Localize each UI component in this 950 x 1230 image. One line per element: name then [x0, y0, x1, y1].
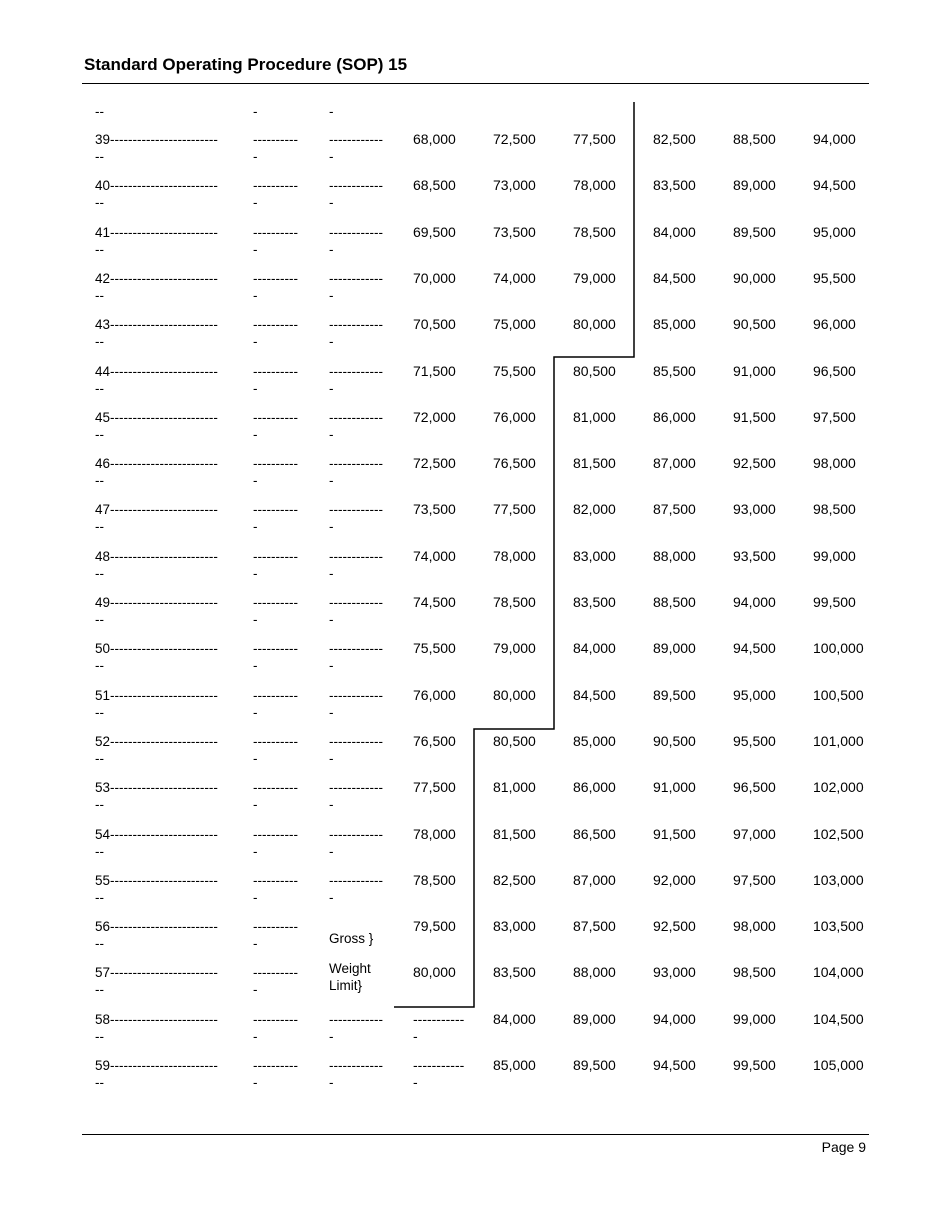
weight-value: 68,500	[413, 177, 456, 193]
weight-value: 96,500	[813, 363, 856, 379]
row-col2: ---------- -	[253, 780, 298, 812]
weight-value: 72,500	[413, 455, 456, 471]
weight-value: 81,000	[493, 779, 536, 795]
row-col2: ---------- -	[253, 271, 298, 303]
row-col2: ---------- -	[253, 873, 298, 905]
row-label: 54------------------------ --	[95, 827, 218, 859]
weight-value: 71,500	[413, 363, 456, 379]
weight-value: 86,000	[573, 779, 616, 795]
weight-value: 99,000	[733, 1011, 776, 1027]
weight-value: 99,500	[813, 594, 856, 610]
weight-value: 80,500	[493, 733, 536, 749]
weight-value: 103,500	[813, 918, 864, 934]
weight-value: 70,500	[413, 316, 456, 332]
weight-value: 96,000	[813, 316, 856, 332]
weight-value: 75,500	[493, 363, 536, 379]
weight-value: 105,000	[813, 1057, 864, 1073]
row-col3: ------------ -	[329, 502, 383, 534]
row-col3: ------------ -	[329, 364, 383, 396]
row-col3: ------------ -	[329, 549, 383, 581]
row-col2: ---------- -	[253, 317, 298, 349]
weight-value: 82,500	[653, 131, 696, 147]
row-label: 41------------------------ --	[95, 225, 218, 257]
weight-value: 95,500	[733, 733, 776, 749]
weight-value: 78,500	[493, 594, 536, 610]
weight-value: 73,000	[493, 177, 536, 193]
row-col2: ---------- -	[253, 502, 298, 534]
weight-value: 84,500	[653, 270, 696, 286]
row-col2: ---------- -	[253, 364, 298, 396]
row-col3: ------------ -	[329, 873, 383, 905]
weight-value: 89,500	[733, 224, 776, 240]
row-label: 47------------------------ --	[95, 502, 218, 534]
row-col3: ------------ -	[329, 827, 383, 859]
weight-value: 95,500	[813, 270, 856, 286]
weight-value: 86,000	[653, 409, 696, 425]
page-title: Standard Operating Procedure (SOP) 15	[84, 55, 408, 74]
continuation-col2: -	[253, 104, 258, 119]
weight-value: 69,500	[413, 224, 456, 240]
weight-value: 88,500	[733, 131, 776, 147]
row-col3: ------------ -	[329, 1012, 383, 1044]
row-label: 52------------------------ --	[95, 734, 218, 766]
weight-value: 94,000	[653, 1011, 696, 1027]
weight-value: 98,000	[733, 918, 776, 934]
row-col3: ------------ -	[329, 178, 383, 210]
row-col2: ---------- -	[253, 595, 298, 627]
weight-value: 91,500	[733, 409, 776, 425]
weight-value: 97,500	[733, 872, 776, 888]
weight-value: 89,000	[733, 177, 776, 193]
row-col2: ---------- -	[253, 178, 298, 210]
weight-value: 80,500	[573, 363, 616, 379]
page-number: Page 9	[821, 1139, 866, 1155]
weight-value: 77,500	[413, 779, 456, 795]
row-col3: ------------ -	[329, 410, 383, 442]
weight-value: 72,000	[413, 409, 456, 425]
weight-value: 83,500	[493, 964, 536, 980]
weight-value: 101,000	[813, 733, 864, 749]
row-col3: ------------ -	[329, 734, 383, 766]
weight-value: 87,500	[573, 918, 616, 934]
row-label: 48------------------------ --	[95, 549, 218, 581]
row-col2: ---------- -	[253, 827, 298, 859]
row-label: 55------------------------ --	[95, 873, 218, 905]
weight-limit-label: Weight Limit}	[329, 961, 371, 993]
weight-value: 94,000	[813, 131, 856, 147]
weight-value: 74,000	[493, 270, 536, 286]
weight-value: 93,000	[653, 964, 696, 980]
continuation-col3: -	[329, 104, 334, 119]
weight-value: 68,000	[413, 131, 456, 147]
weight-value: 81,500	[493, 826, 536, 842]
row-label: 51------------------------ --	[95, 688, 218, 720]
gross-label: Gross }	[329, 931, 374, 946]
row-label: 39------------------------ --	[95, 132, 218, 164]
weight-value: 88,000	[653, 548, 696, 564]
weight-value: 83,000	[493, 918, 536, 934]
row-col2: ---------- -	[253, 688, 298, 720]
weight-value: 94,000	[733, 594, 776, 610]
weight-value: 88,500	[653, 594, 696, 610]
weight-value: 78,500	[573, 224, 616, 240]
weight-value: 82,000	[573, 501, 616, 517]
weight-value: 104,500	[813, 1011, 864, 1027]
row-col2: ---------- -	[253, 225, 298, 257]
weight-value: 92,000	[653, 872, 696, 888]
weight-value: 89,500	[653, 687, 696, 703]
weight-value: 84,000	[573, 640, 616, 656]
weight-value: 89,000	[573, 1011, 616, 1027]
weight-value: 97,000	[733, 826, 776, 842]
weight-value: 75,500	[413, 640, 456, 656]
weight-value: 78,500	[413, 872, 456, 888]
weight-value: ----------- -	[413, 1011, 465, 1044]
weight-value: 100,000	[813, 640, 864, 656]
weight-value: 79,000	[573, 270, 616, 286]
continuation-col1: --	[95, 104, 104, 119]
weight-value: 87,000	[573, 872, 616, 888]
weight-value: 76,500	[493, 455, 536, 471]
row-col3: ------------ -	[329, 271, 383, 303]
weight-value: 80,000	[413, 964, 456, 980]
weight-value: 87,000	[653, 455, 696, 471]
row-col3: ------------ -	[329, 132, 383, 164]
weight-value: ----------- -	[413, 1057, 465, 1090]
weight-value: 90,500	[653, 733, 696, 749]
weight-value: 88,000	[573, 964, 616, 980]
row-col3: ------------ -	[329, 317, 383, 349]
weight-value: 78,000	[493, 548, 536, 564]
row-col3: ------------ -	[329, 688, 383, 720]
weight-value: 94,500	[653, 1057, 696, 1073]
weight-value: 84,000	[653, 224, 696, 240]
weight-value: 78,000	[413, 826, 456, 842]
weight-value: 102,500	[813, 826, 864, 842]
row-label: 57------------------------ --	[95, 965, 218, 997]
weight-value: 103,000	[813, 872, 864, 888]
row-col3: ------------ -	[329, 641, 383, 673]
weight-value: 96,500	[733, 779, 776, 795]
weight-value: 100,500	[813, 687, 864, 703]
weight-value: 102,000	[813, 779, 864, 795]
weight-value: 98,500	[813, 501, 856, 517]
weight-value: 90,000	[733, 270, 776, 286]
row-col3: ------------ -	[329, 225, 383, 257]
weight-value: 70,000	[413, 270, 456, 286]
weight-value: 75,000	[493, 316, 536, 332]
weight-value: 92,500	[733, 455, 776, 471]
weight-value: 90,500	[733, 316, 776, 332]
weight-value: 87,500	[653, 501, 696, 517]
weight-value: 98,000	[813, 455, 856, 471]
row-label: 49------------------------ --	[95, 595, 218, 627]
row-col3: ------------ -	[329, 456, 383, 488]
gross-weight-limit-step	[394, 102, 634, 1007]
weight-value: 74,000	[413, 548, 456, 564]
row-col2: ---------- -	[253, 132, 298, 164]
row-col2: ---------- -	[253, 1012, 298, 1044]
row-label: 45------------------------ --	[95, 410, 218, 442]
weight-value: 98,500	[733, 964, 776, 980]
row-label: 43------------------------ --	[95, 317, 218, 349]
weight-value: 78,000	[573, 177, 616, 193]
weight-value: 94,500	[733, 640, 776, 656]
weight-value: 81,000	[573, 409, 616, 425]
weight-value: 92,500	[653, 918, 696, 934]
row-col2: ---------- -	[253, 641, 298, 673]
weight-value: 72,500	[493, 131, 536, 147]
weight-value: 80,000	[493, 687, 536, 703]
weight-value: 89,000	[653, 640, 696, 656]
weight-value: 79,000	[493, 640, 536, 656]
weight-value: 83,000	[573, 548, 616, 564]
weight-value: 89,500	[573, 1057, 616, 1073]
weight-value: 85,000	[493, 1057, 536, 1073]
row-label: 50------------------------ --	[95, 641, 218, 673]
row-col2: ---------- -	[253, 1058, 298, 1090]
row-label: 56------------------------ --	[95, 919, 218, 951]
weight-value: 76,000	[413, 687, 456, 703]
row-col3: ------------ -	[329, 1058, 383, 1090]
row-label: 58------------------------ --	[95, 1012, 218, 1044]
weight-value: 95,000	[813, 224, 856, 240]
row-label: 44------------------------ --	[95, 364, 218, 396]
weight-value: 104,000	[813, 964, 864, 980]
weight-value: 85,000	[573, 733, 616, 749]
weight-value: 91,000	[653, 779, 696, 795]
row-col2: ---------- -	[253, 410, 298, 442]
row-col2: ---------- -	[253, 456, 298, 488]
weight-value: 95,000	[733, 687, 776, 703]
weight-value: 83,500	[653, 177, 696, 193]
row-col2: ---------- -	[253, 549, 298, 581]
weight-value: 73,500	[413, 501, 456, 517]
row-label: 42------------------------ --	[95, 271, 218, 303]
weight-value: 77,500	[493, 501, 536, 517]
weight-value: 85,000	[653, 316, 696, 332]
weight-value: 80,000	[573, 316, 616, 332]
footer-rule	[82, 1134, 869, 1135]
weight-value: 85,500	[653, 363, 696, 379]
weight-value: 83,500	[573, 594, 616, 610]
weight-value: 84,500	[573, 687, 616, 703]
weight-value: 99,000	[813, 548, 856, 564]
row-label: 59------------------------ --	[95, 1058, 218, 1090]
weight-value: 74,500	[413, 594, 456, 610]
weight-value: 94,500	[813, 177, 856, 193]
weight-value: 81,500	[573, 455, 616, 471]
weight-value: 79,500	[413, 918, 456, 934]
weight-value: 77,500	[573, 131, 616, 147]
weight-value: 76,500	[413, 733, 456, 749]
weight-value: 73,500	[493, 224, 536, 240]
row-col3: ------------ -	[329, 780, 383, 812]
weight-value: 99,500	[733, 1057, 776, 1073]
weight-value: 76,000	[493, 409, 536, 425]
weight-value: 97,500	[813, 409, 856, 425]
row-label: 53------------------------ --	[95, 780, 218, 812]
weight-value: 93,500	[733, 548, 776, 564]
row-col3: ------------ -	[329, 595, 383, 627]
row-label: 40------------------------ --	[95, 178, 218, 210]
row-col2: ---------- -	[253, 734, 298, 766]
row-col2: ---------- -	[253, 965, 298, 997]
weight-value: 91,500	[653, 826, 696, 842]
row-label: 46------------------------ --	[95, 456, 218, 488]
weight-value: 86,500	[573, 826, 616, 842]
row-col2: ---------- -	[253, 919, 298, 951]
weight-value: 82,500	[493, 872, 536, 888]
weight-value: 91,000	[733, 363, 776, 379]
weight-value: 84,000	[493, 1011, 536, 1027]
weight-value: 93,000	[733, 501, 776, 517]
